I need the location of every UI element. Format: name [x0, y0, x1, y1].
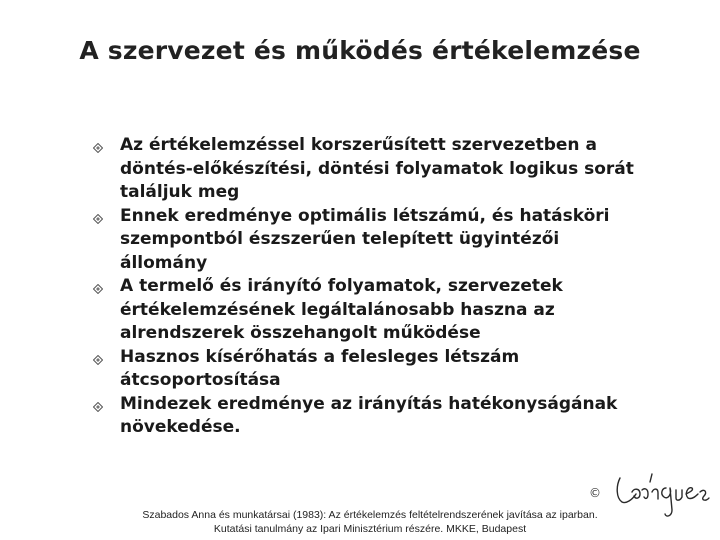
diamond-bullet-icon	[93, 284, 103, 294]
bullet-line: döntés-előkészítési, döntési folyamatok logikus sorát	[120, 158, 634, 179]
bullet-line: A termelő és irányító folyamatok, szervezetek	[120, 276, 563, 296]
bullet-item	[88, 346, 688, 393]
bullet-line: Az értékelemzéssel korszerűsített szervezetben a	[120, 135, 597, 155]
bullet-line: értékelemzésének legáltalánosabb haszna az	[120, 299, 555, 320]
diamond-bullet-icon	[93, 143, 103, 153]
bullet-item	[88, 393, 688, 440]
slide-title: A szervezet és működés értékelemzése	[79, 36, 641, 65]
bullet-line: találjuk meg	[120, 182, 240, 202]
bullet-line: növekedése.	[120, 417, 241, 437]
diamond-bullet-icon	[93, 402, 103, 412]
citation-line: Szabados Anna és munkatársai (1983): Az értékelemzés feltételrendszerének javítása az iparban.	[142, 509, 598, 521]
bullet-line: Mindezek eredménye az irányítás hatékonyságának	[120, 393, 618, 414]
diamond-bullet-icon	[93, 355, 103, 365]
copyright-symbol: ©	[589, 486, 601, 500]
diamond-bullet-icon	[93, 214, 103, 224]
bullet-item	[88, 275, 688, 346]
bullet-line: állomány	[120, 252, 208, 273]
bullet-list	[88, 134, 688, 440]
bullet-line: átcsoportosítása	[120, 370, 281, 390]
bullet-line: alrendszerek összehangolt működése	[120, 323, 481, 343]
bullet-line: Hasznos kísérőhatás a felesleges létszám	[120, 346, 520, 367]
bullet-item	[88, 205, 688, 276]
bullet-line: Ennek eredménye optimális létszámú, és hatásköri	[120, 205, 610, 226]
bullet-item	[88, 134, 688, 205]
bullet-line: szempontból észszerűen telepített ügyintézői	[120, 229, 560, 249]
citation-line: Kutatási tanulmány az Ipari Minisztérium részére. MKKE, Budapest	[213, 523, 527, 535]
citation	[90, 508, 650, 536]
